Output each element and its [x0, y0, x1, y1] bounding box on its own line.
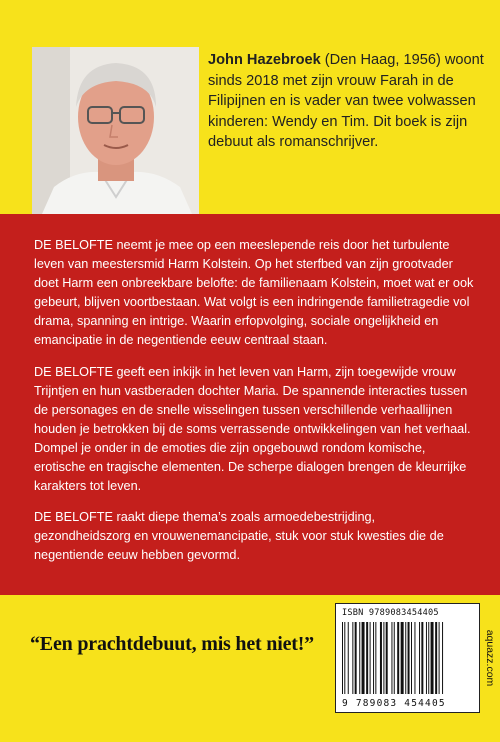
barcode-bar	[352, 622, 353, 694]
barcode-bar	[375, 622, 376, 694]
barcode-bar	[383, 622, 384, 694]
barcode-bar	[362, 622, 365, 694]
blurb-paragraph-3: DE BELOFTE raakt diepe thema’s zoals armoedebestrijding, gezondheidszorg en vrouwenemancipatie, stuk voor stuk kwesties die de negentiende eeuw hebben gevormd.	[34, 510, 444, 562]
barcode-bar	[380, 622, 382, 694]
barcode-digits: 9 789083 454405	[342, 698, 446, 709]
barcode-bar	[419, 622, 420, 694]
review-quote: “Een prachtdebuut, mis het niet!”	[30, 633, 314, 655]
isbn-barcode	[335, 603, 480, 713]
barcode-bar	[344, 622, 345, 694]
author-photo	[32, 47, 199, 214]
barcode-bar	[355, 622, 357, 694]
barcode-bar	[442, 622, 443, 694]
blurb-paragraph-2: DE BELOFTE geeft een inkijk in het leven van Harm, zijn toegewijde vrouw Trijntjen en hun vastberaden dochter Maria. De spannende interacties tussen de personages en de snelle wisselingen tussen verschillende verhaallijnen houden je betrokken bij de soms verrassende ontwikkelingen van het verhaal. Dompel je onder in de emoties die zijn opgebouwd rondom komische, erotische en tragische elementen. De scherpe dialogen brengen de kleurrijke karakters tot leven.	[34, 365, 471, 493]
barcode-bar	[428, 622, 429, 694]
author-bio	[208, 50, 488, 153]
barcode-bar	[359, 622, 360, 694]
barcode-bar	[342, 622, 343, 694]
barcode-bar	[439, 622, 440, 694]
blurb-paragraph-1: DE BELOFTE neemt je mee op een meeslepende reis door het turbulente leven van meestersmid Harm Kolstein. Op het sterfbed van zijn grootvader doet Harm een onbreekbare belofte: de familienaam Kolstein, moet wat er ook gebeurt, blijven voortbestaan. Wat volgt is een indringende familietragedie vol drama, spanning en intrige. Waarin erfopvolging, sociale ongelijkheid en emancipatie in de negentiende eeuw centraal staan.	[34, 238, 474, 347]
barcode-bar	[435, 622, 437, 694]
barcode-bar	[431, 622, 434, 694]
barcode-bar	[370, 622, 371, 694]
barcode-bar	[426, 622, 427, 694]
barcode-bar	[411, 622, 412, 694]
isbn-label: ISBN 9789083454405	[342, 608, 439, 618]
barcode-bar	[397, 622, 399, 694]
barcode-bar	[421, 622, 423, 694]
publisher-site	[483, 612, 497, 707]
barcode-bar	[394, 622, 395, 694]
barcode-bars	[342, 622, 474, 694]
barcode-bar	[408, 622, 410, 694]
barcode-bar	[414, 622, 415, 694]
barcode-bar	[391, 622, 392, 694]
publisher-site-text: aquazz.com	[484, 629, 496, 687]
barcode-bar	[386, 622, 388, 694]
barcode-bar	[373, 622, 374, 694]
author-portrait-image	[32, 47, 199, 214]
author-name: John Hazebroek	[208, 52, 321, 68]
barcode-bar	[405, 622, 406, 694]
blurb-band	[0, 214, 500, 595]
barcode-bar	[348, 622, 349, 694]
barcode-bar	[366, 622, 368, 694]
author-bio-text: (Den Haag, 1956) woont sinds 2018 met zijn vrouw Farah in de Filipijnen en is vader van twee volwassen kinderen: Wendy en Tim. Dit boek is zijn debuut als romanschrijver.	[208, 52, 484, 151]
barcode-bar	[401, 622, 404, 694]
